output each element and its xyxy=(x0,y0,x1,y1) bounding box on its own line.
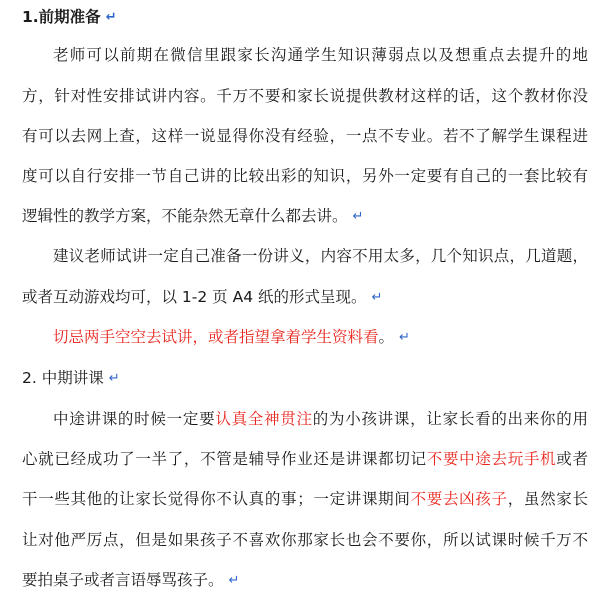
paragraph-mark-icon: ↵ xyxy=(371,290,383,305)
warning-tail: 。 xyxy=(378,328,395,346)
body-text: 中途讲课的时候一定要 xyxy=(53,410,216,428)
body-line: 度可以自行安排一节自己讲的比较出彩的知识，另外一定要有自己的一套比较有 xyxy=(22,167,588,185)
body-line xyxy=(22,449,588,469)
warning-line xyxy=(53,327,588,349)
body-text: 或者 xyxy=(556,450,588,468)
body-line xyxy=(22,489,588,509)
body-text: 心就已经成功了一半了，不管是辅导作业还是讲课都切记 xyxy=(22,450,427,468)
emphasis-text: 认真全神贯注 xyxy=(215,410,313,428)
body-line: 有可以去网上查，这样一说显得你没有经验，一点不专业。若不了解学生课程进 xyxy=(22,127,588,145)
body-line-text: 要拍桌子或者言语辱骂孩子。 xyxy=(22,571,224,589)
body-line: 让对他严厉点，但是如果孩子不喜欢你那家长也会不要你，所以试课时候千万不 xyxy=(22,531,588,549)
paragraph-mark-icon: ↵ xyxy=(108,371,120,386)
paragraph-mark-icon: ↵ xyxy=(228,573,240,588)
heading-text: 2. 中期讲课 xyxy=(22,369,104,387)
warning-text: 切忌两手空空去试讲，或者指望拿着学生资料看 xyxy=(53,328,379,346)
section-2-heading xyxy=(22,368,588,390)
heading-text: 1.前期准备 xyxy=(22,8,101,26)
body-text: 的为小孩讲课，让家长看的出来你的用 xyxy=(312,410,588,428)
body-line xyxy=(53,409,588,429)
paragraph-mark-icon: ↵ xyxy=(105,10,117,25)
emphasis-text: 不要中途去玩手机 xyxy=(426,450,557,468)
body-text: 干一些其他的让家长觉得你不认真的事；一定讲课期间 xyxy=(22,490,411,508)
body-text: ，虽然家长 xyxy=(507,490,588,508)
emphasis-text: 不要去凶孩子 xyxy=(410,490,508,508)
body-line: 方，针对性安排试讲内容。千万不要和家长说提供教材这样的话，这个教材你没 xyxy=(22,87,588,105)
body-line xyxy=(22,570,588,592)
paragraph-mark-icon: ↵ xyxy=(399,330,410,345)
body-line: 老师可以前期在微信里跟家长沟通学生知识薄弱点以及想重点去提升的地 xyxy=(53,46,588,64)
body-line xyxy=(22,206,588,228)
paragraph-mark-icon: ↵ xyxy=(352,209,364,224)
body-line xyxy=(22,287,588,309)
body-line-text: 或者互动游戏均可，以 1-2 页 A4 纸的形式呈现。 xyxy=(22,288,367,306)
section-1-heading xyxy=(22,7,588,29)
body-line: 建议老师试讲一定自己准备一份讲义，内容不用太多，几个知识点，几道题， xyxy=(53,247,588,265)
body-line-text: 逻辑性的教学方案，不能杂然无章什么都去讲。 xyxy=(22,207,348,225)
